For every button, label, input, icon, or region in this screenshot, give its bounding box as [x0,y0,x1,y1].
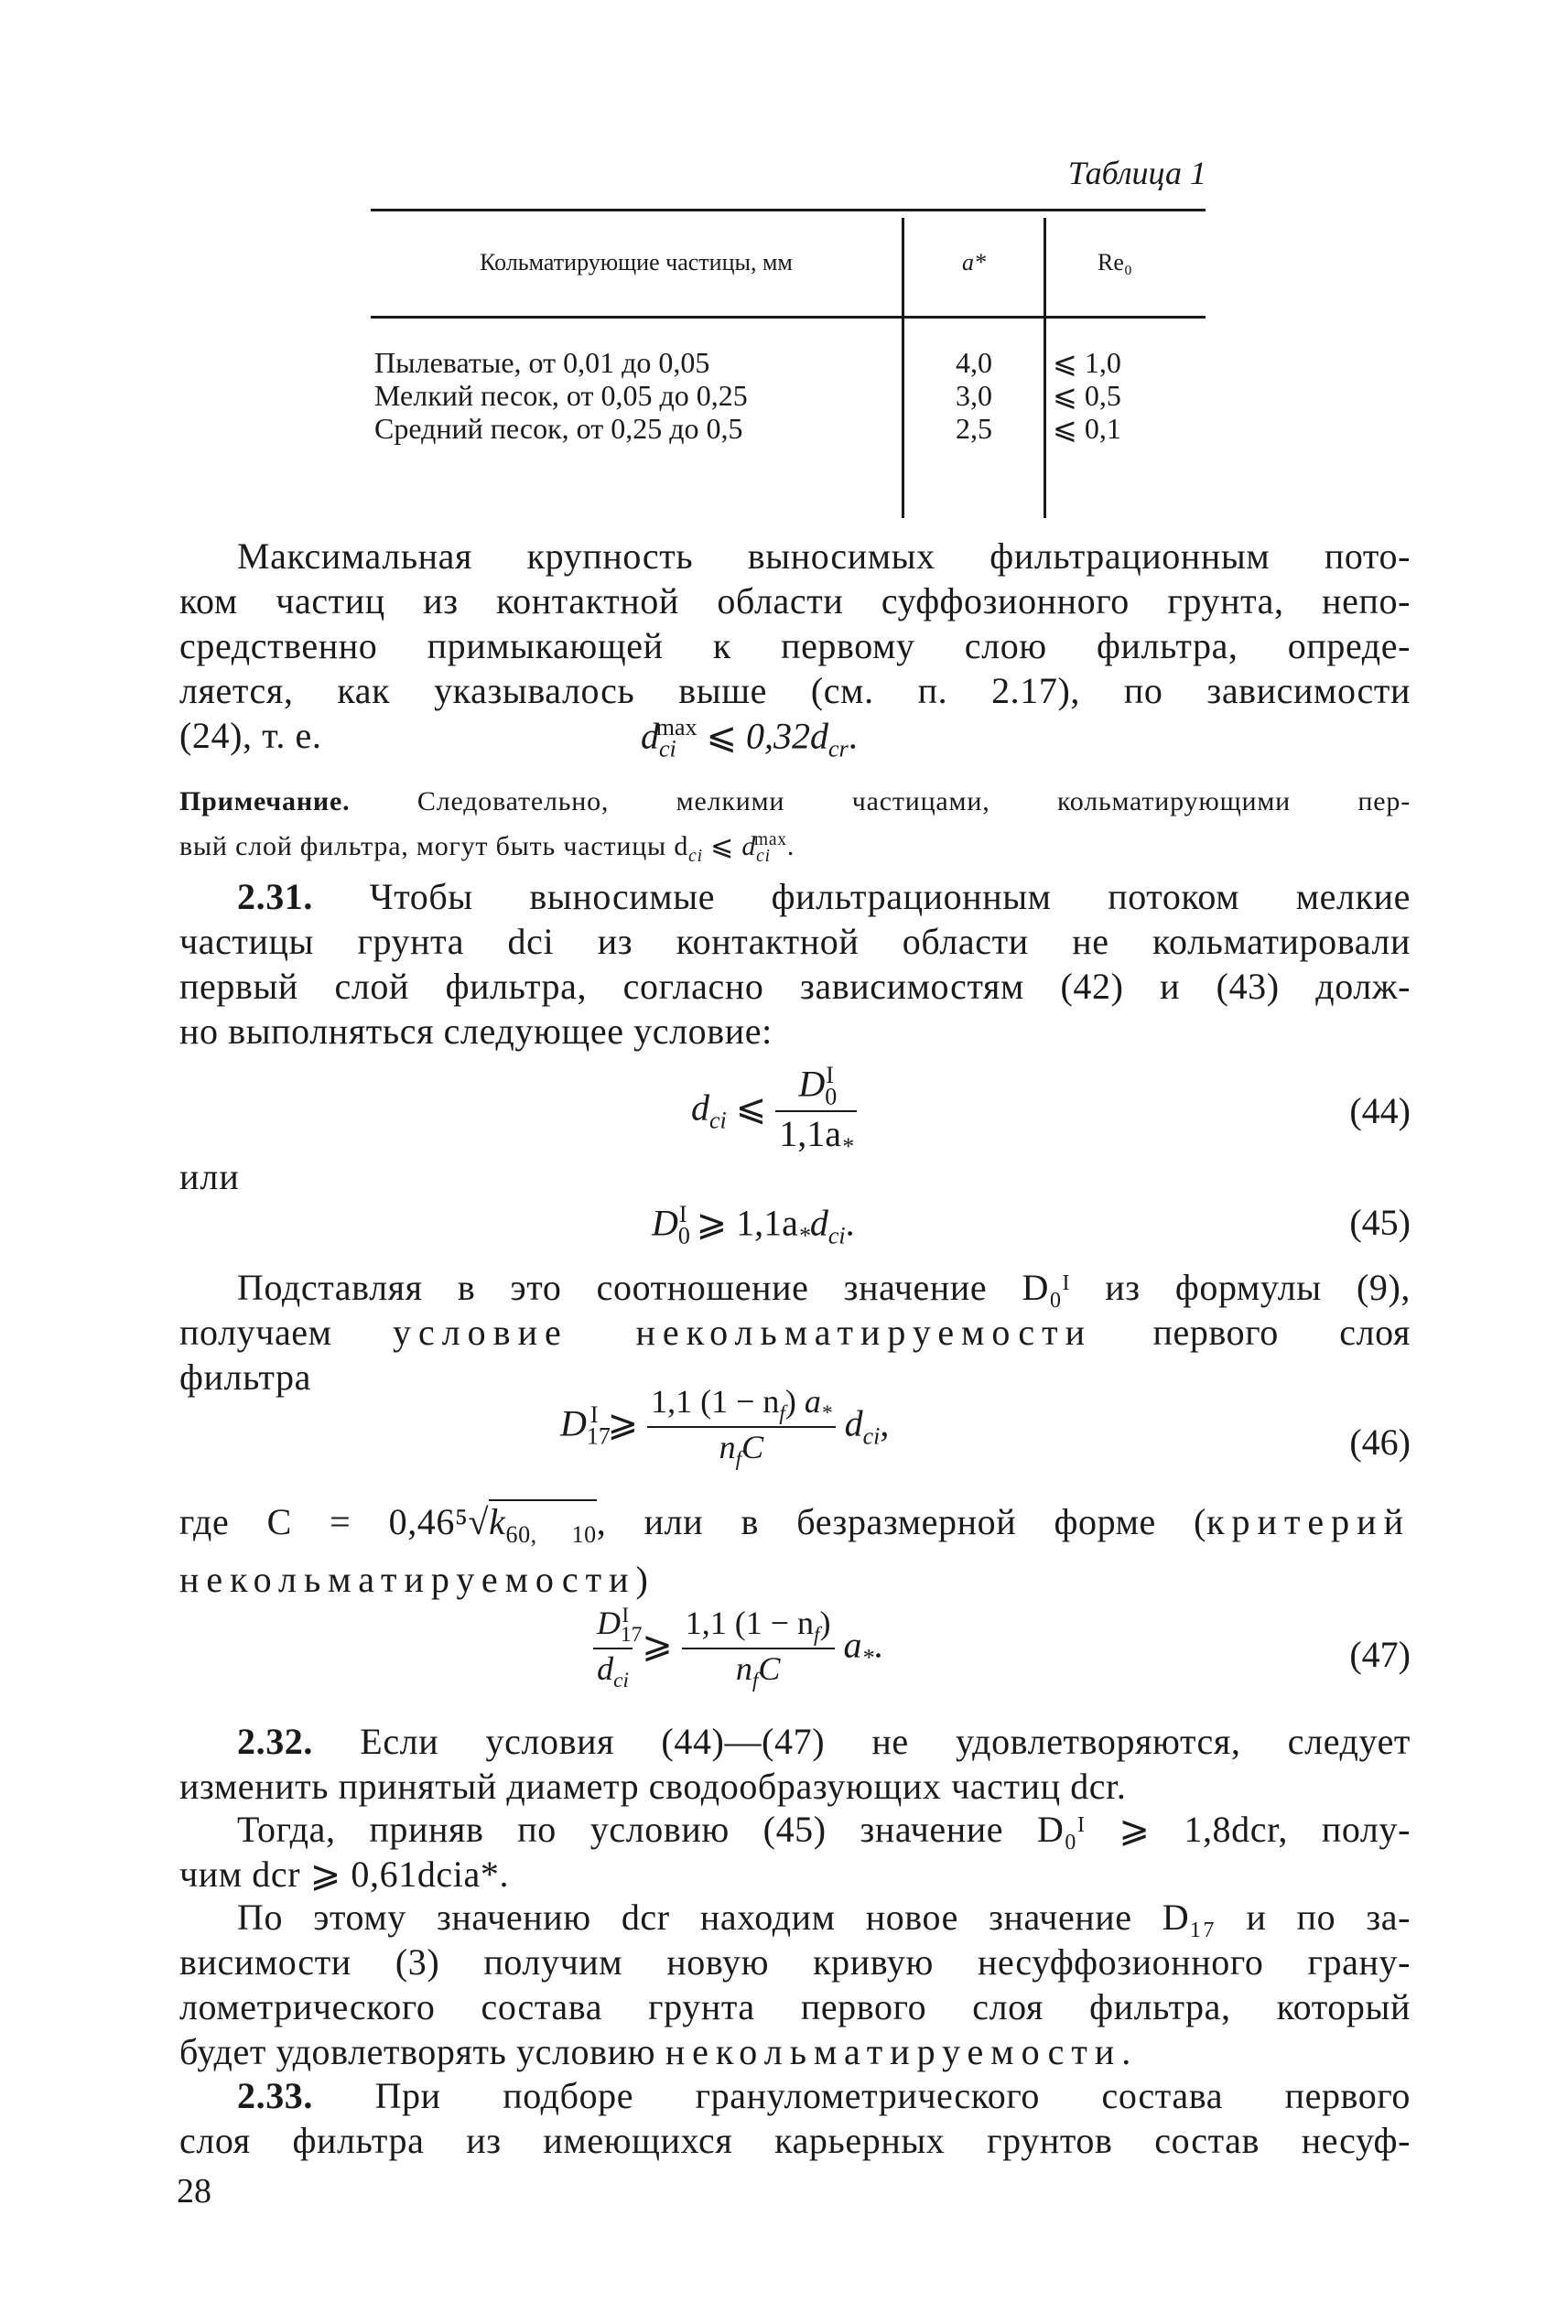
table-header-rule [371,316,1206,319]
text-line: фильтра [179,1357,311,1398]
table-cell-re: ⩽ 0,1 [1053,412,1121,445]
paragraph-substitution [179,1265,1411,1400]
text-line: ляется, как указывалось выше (см. п. 2.17), по зависимости [179,670,1411,711]
text-line-content: первого слоя [1152,1312,1411,1353]
text-line: но выполняться следующее условие: [179,1011,773,1052]
equation-45: $D_0^I$ ⩾ $1,1a_*d_{ci}$. [652,1201,855,1249]
formula-text: cr [828,735,849,762]
text-line: частицы грунта dci из контактной области не кольматировали [179,921,1411,962]
emphasized-term: некольматируемости. [665,2031,1139,2072]
formula-text: 1,1a [736,1202,798,1244]
paragraph-2-33 [179,2073,1411,2163]
formula-text: . [848,715,858,757]
text-line: где $C = 0,46^5√k_{60, 10}$, или в безразмерной форме (критерий [179,1501,1411,1548]
formula-text: n [719,1429,736,1466]
note-label: Примечание. [179,786,351,816]
note-line [179,783,1411,821]
table-header-particles: Кольматирующие частицы, мм [480,249,793,276]
note-text: вый слой фильтра, могут быть частицы d [179,831,689,861]
note-block [179,783,1411,876]
text-line-content: Чтобы выносимые фильтрационным потоком мелкие [369,876,1411,917]
formula-text: k [489,1501,506,1542]
note-text: Следовательно, мелкими частицами, кольматирующими пер- [416,786,1411,816]
text-line-content: где C = 0,46 [179,1501,456,1542]
equation-number: (46) [1349,1421,1411,1463]
text-line-content: будет удовлетворять условию [179,2031,656,2072]
equation-number: (47) [1349,1634,1411,1675]
page-number: 28 [177,2172,211,2211]
formula-text: max [655,714,697,740]
section-number: 2.31. [237,876,313,917]
text-line: (24), т. е. [179,715,322,756]
paragraph-new-value [179,1895,1411,2074]
text-line: чим dcr ⩾ 0,61dcia*. [179,1854,510,1895]
paragraph-2-31 [179,874,1411,1054]
table-cell-particle: Пылеватые, от 0,01 до 0,05 [374,346,710,379]
section-number: 2.33. [237,2075,313,2116]
equation-44: $d_{ci}$ ⩽ $\frac{D_0^I}{1,1a_*}$ [691,1062,857,1161]
table-header-re: Re₀ [1098,249,1132,276]
table-caption: Таблица 1 [1067,155,1206,191]
text-line: По этому значению dcr находим новое значение D₁₇ и по за- [237,1897,1411,1938]
text-line-content: , или в безразмерной форме ( [596,1501,1207,1542]
text-line: слоя фильтра из имеющихся карьерных грунтов состав несуф- [179,2120,1411,2161]
formula-text: 60, 10 [505,1521,597,1548]
text-line-content: При подборе гранулометрического состава первого [374,2075,1411,2116]
text-line [179,2073,1411,2118]
table-top-rule [371,209,1206,211]
formula-text: ⩽ [706,715,738,757]
text-line: изменить принятый диаметр сводообразующих частиц dcr. [179,1766,1127,1807]
equation-47: $\frac{D_{17}^I}{d_{ci}}$ ⩾ $\frac{1,1 (1 - n_f)}{n_fC}$ $a_*$. [593,1604,883,1693]
text-line-content: Если условия (44)—(47) не удовлетворяются, следует [360,1721,1411,1762]
formula-text: 1,1 (1 − n [651,1383,780,1420]
equation-number: (44) [1349,1090,1411,1131]
text-line: Подставляя в это соотношение значение D₀ᴵ из формулы (9), [237,1267,1411,1308]
emphasized-term: условие некольматируемости [392,1312,1093,1353]
paragraph-then [179,1807,1411,1897]
text-line-content: получаем [179,1312,332,1353]
formula-text: D [798,1063,826,1105]
formula-text: 0,32d [746,715,829,757]
note-line: вый слой фильтра, могут быть частицы $d_{ci}$ ⩽ $d_{ci}^{max}$. [179,830,795,866]
formula-text: ci [659,735,676,762]
table-cell-particle: Средний песок, от 0,25 до 0,5 [374,412,743,445]
text-line: первый слой фильтра, согласно зависимостям (42) и (43) долж- [179,966,1411,1007]
text-line [179,1310,1411,1355]
equation-46: $D_{17}^I$ ⩾ $\frac{1,1 (1 - n_f) a_*}{n_fC}$ $d_{ci}$, [560,1383,890,1472]
text-line: средственно примыкающей к первому слою фильтра, опреде- [179,625,1411,666]
text-line: Тогда, приняв по условию (45) значение D₀ᴵ ⩾ 1,8dcr, полу- [237,1809,1411,1850]
section-number: 2.32. [237,1721,313,1762]
table-cell-a: 3,0 [956,379,992,412]
formula-text: 1,1a [779,1113,842,1155]
formula-text: d [641,715,659,757]
text-line [179,2029,1411,2074]
paragraph-2-32 [179,1719,1411,1809]
note-text: . [786,831,795,861]
text-line [179,874,1411,919]
word-or: или [179,1156,240,1197]
table-cell-particle: Мелкий песок, от 0,05 до 0,25 [374,379,748,412]
table-cell-re: ⩽ 1,0 [1053,346,1121,379]
text-line: Максимальная крупность выносимых фильтрационным пото- [237,535,1411,577]
equation-number: (45) [1349,1202,1411,1243]
table-cell-a: 2,5 [956,412,992,445]
emphasized-term: критерий [1206,1501,1411,1542]
table-header-a: a* [962,249,986,276]
formula-max-particle [641,714,858,762]
text-line [179,1719,1411,1764]
text-line: ком частиц из контактной области суффозионного грунта, непо- [179,580,1411,622]
paragraph-where [179,1499,1411,1602]
table-cell-re: ⩽ 0,5 [1053,379,1121,412]
formula-text: 1,1 (1 − n [685,1605,814,1641]
table-cell-a: 4,0 [956,346,992,379]
text-line: некольматируемости) [179,1559,655,1600]
text-line: висимости (3) получим новую кривую несуффозионного грану- [179,1941,1411,1983]
text-line: лометрического состава грунта первого слоя фильтра, который [179,1986,1411,2027]
